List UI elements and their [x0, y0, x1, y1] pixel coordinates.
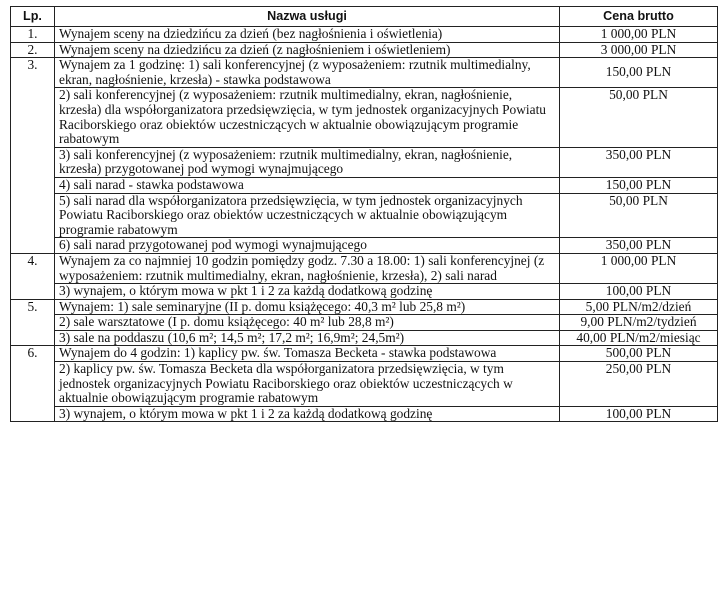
service-text: 3) sale na poddaszu (10,6 m²; 14,5 m²; 17,2 m²; 16,9m²; 24,5m²) [55, 330, 560, 346]
service-text: Wynajem sceny na dziedzińcu za dzień (z nagłośnieniem i oświetleniem) [55, 42, 560, 58]
row-number: 1. [11, 27, 55, 43]
service-subitem: 1) sali konferencyjnej (z wyposażeniem: rzutnik multimedialny, ekran, nagłośnienie, krzesła), [59, 252, 545, 283]
row-number: 2. [11, 42, 55, 58]
price-value: 5,00 PLN/m2/dzień [560, 299, 718, 315]
price-value: 250,00 PLN [560, 362, 718, 407]
service-text: 4) sali narad - stawka podstawowa [55, 177, 560, 193]
service-text: Wynajem sceny na dziedzińcu za dzień (bez nagłośnienia i oświetlenia) [55, 27, 560, 43]
table-row [11, 238, 718, 254]
table-row [11, 42, 718, 58]
price-value: 50,00 PLN [560, 88, 718, 147]
table-row [11, 88, 718, 147]
column-header-price: Cena brutto [560, 7, 718, 27]
table-row [11, 253, 718, 283]
table-row [11, 362, 718, 407]
table-row [11, 284, 718, 300]
price-value: 50,00 PLN [560, 193, 718, 238]
price-value: 40,00 PLN/m2/miesiąc [560, 330, 718, 346]
service-text: 1) sali konferencyjnej (z wyposażeniem: rzutnik multimedialny, ekran, nagłośnienie, krzesła) - stawka podstawowa [59, 57, 531, 87]
service-text: 3) wynajem, o którym mowa w pkt 1 i 2 za każdą dodatkową godzinę [55, 406, 560, 422]
service-text [55, 299, 560, 315]
price-value: 350,00 PLN [560, 238, 718, 254]
price-value: 9,00 PLN/m2/tydzień [560, 315, 718, 331]
row-number: 6. [11, 346, 55, 422]
price-value: 150,00 PLN [560, 58, 718, 88]
table-row [11, 177, 718, 193]
price-value: 150,00 PLN [560, 177, 718, 193]
table-row [11, 193, 718, 238]
service-text: 6) sali narad przygotowanej pod wymogi wynajmującego [55, 238, 560, 254]
service-text: 2) sale warsztatowe (I p. domu książęcego: 40 m² lub 28,8 m²) [55, 315, 560, 331]
table-row [11, 315, 718, 331]
table-row [11, 346, 718, 362]
price-value: 100,00 PLN [560, 406, 718, 422]
price-value: 3 000,00 PLN [560, 42, 718, 58]
price-value: 1 000,00 PLN [560, 27, 718, 43]
group-header: Wynajem: [59, 298, 114, 314]
row-number: 5. [11, 299, 55, 346]
price-value: 500,00 PLN [560, 346, 718, 362]
group-header: Wynajem za co najmniej 10 godzin pomiędzy godz. 7.30 a 18.00: [59, 252, 411, 268]
price-value: 350,00 PLN [560, 147, 718, 177]
group-header: Wynajem za 1 godzinę: [59, 57, 185, 73]
service-text: 1) sale seminaryjne (II p. domu książęcego: 40,3 m² lub 25,8 m²) [117, 298, 466, 314]
service-subitem: 2) sali narad [430, 267, 497, 283]
table-row [11, 330, 718, 346]
table-row [11, 406, 718, 422]
row-number: 3. [11, 58, 55, 254]
service-text [55, 58, 560, 88]
table-header-row [11, 7, 718, 27]
service-text [55, 253, 560, 283]
price-table [10, 6, 718, 422]
service-text [55, 346, 560, 362]
price-value: 1 000,00 PLN [560, 253, 718, 283]
column-header-service: Nazwa usługi [55, 7, 560, 27]
service-text: 2) kaplicy pw. św. Tomasza Becketa dla współorganizatora przedsięwzięcia, w tym jednostek organizacyjnych Powiatu Raciborskiego oraz obiektów uczestniczących w aktualnie obowiązującym programie rabatowym [55, 362, 560, 407]
row-number: 4. [11, 253, 55, 299]
service-text: 3) sali konferencyjnej (z wyposażeniem: rzutnik multimedialny, ekran, nagłośnienie, krzesła) przygotowanej pod wymogi wynajmującego [55, 147, 560, 177]
price-list-document [10, 6, 717, 422]
group-header: Wynajem do 4 godzin: [59, 345, 181, 361]
table-row [11, 147, 718, 177]
table-row [11, 299, 718, 315]
service-text: 2) sali konferencyjnej (z wyposażeniem: rzutnik multimedialny, ekran, nagłośnienie, krzesła) dla współorganizatora przedsięwzięcia, w tym jednostek organizacyjnych Powiatu Raciborskiego oraz obiektów uczestniczących w aktualnie obowiązującym programie rabatowym [55, 88, 560, 147]
column-header-lp: Lp. [11, 7, 55, 27]
table-row [11, 58, 718, 88]
table-row [11, 27, 718, 43]
price-value: 100,00 PLN [560, 284, 718, 300]
service-text: 5) sali narad dla współorganizatora przedsięwzięcia, w tym jednostek organizacyjnych Powiatu Raciborskiego oraz obiektów uczestniczących w aktualnie obowiązującym programie rabatowym [55, 193, 560, 238]
service-text: 1) kaplicy pw. św. Tomasza Becketa - stawka podstawowa [183, 345, 497, 361]
service-text: 3) wynajem, o którym mowa w pkt 1 i 2 za każdą dodatkową godzinę [55, 284, 560, 300]
